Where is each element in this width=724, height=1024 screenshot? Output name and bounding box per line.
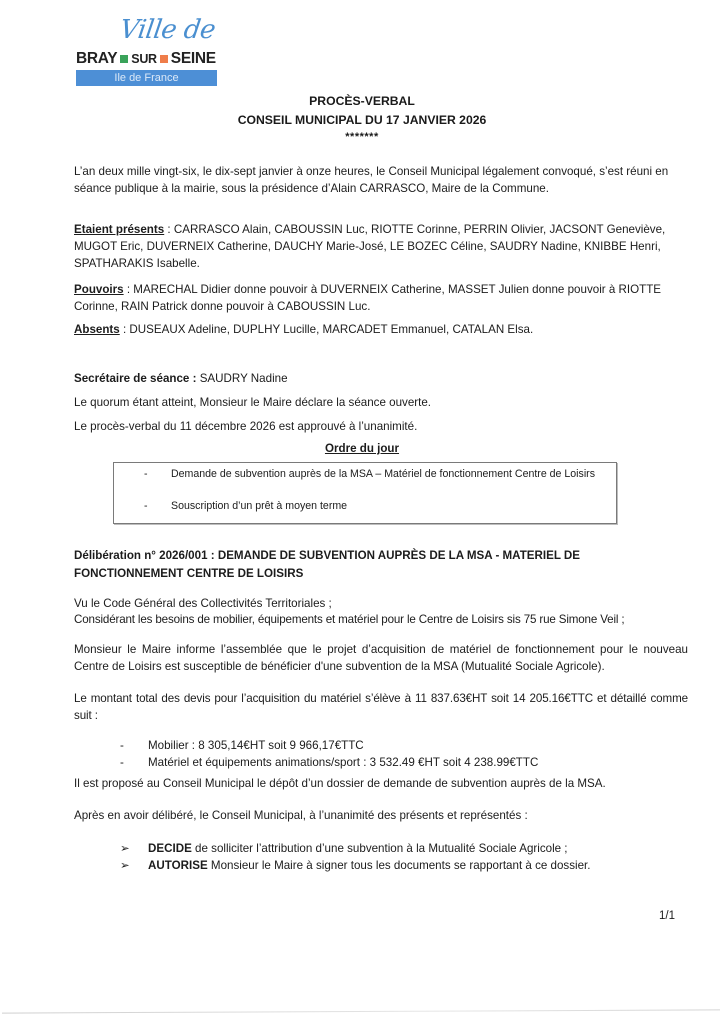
detail-item-text: Matériel et équipements animations/sport : 3 532.49 €HT soit 4 238.99€TTC [148, 756, 539, 769]
detail-item [120, 755, 680, 772]
pouvoirs-paragraph [74, 282, 688, 316]
details-list [120, 738, 680, 772]
approval-line: Le procès-verbal du 11 décembre 2026 est approuvé à l’unanimité. [74, 420, 418, 433]
orange-square-icon [160, 55, 168, 63]
presents-label: Etaient présents [74, 223, 165, 236]
absents-paragraph [74, 322, 688, 339]
info-paragraph: Monsieur le Maire informe l’assemblée que le projet d’acquisition de matériel de fonctionnement pour le nouveau Centre de Loisirs est susceptible de bénéficier d'une subvention de la MSA (Mutualité Sociale Agricole). [74, 643, 688, 673]
decision-item [120, 841, 680, 858]
document-title: PROCÈS-VERBAL [309, 94, 415, 108]
pouvoirs-label: Pouvoirs [74, 283, 124, 296]
logo-script-text: Ville de [118, 15, 218, 45]
presents-paragraph [74, 222, 688, 272]
dash-bullet-icon: - [144, 468, 148, 480]
absents-list: DUSEAUX Adeline, DUPLHY Lucille, MARCADET Emmanuel, CATALAN Elsa. [129, 323, 534, 336]
logo-word-bray: BRAY [76, 50, 118, 67]
decision-item [120, 858, 680, 875]
logo-word-sur: SUR [131, 52, 157, 67]
dash-bullet-icon: - [120, 739, 124, 752]
page-number: 1/1 [659, 910, 675, 922]
agenda-box [113, 462, 617, 524]
decision-text: Monsieur le Maire à signer tous les documents se rapportant à ce dossier. [207, 859, 591, 872]
presents-sep: : [164, 223, 174, 236]
vu-line: Vu le Code Général des Collectivités Territoriales ; [74, 597, 332, 610]
agenda-item-text: Souscription d’un prêt à moyen terme [171, 500, 348, 512]
dash-bullet-icon: - [120, 756, 124, 769]
vote-line: Après en avoir délibéré, le Conseil Municipal, à l’unanimité des présents et représentés : [74, 809, 528, 822]
decisions-list [120, 841, 680, 875]
logo-region-band: Ile de France [76, 70, 217, 86]
document-subtitle: CONSEIL MUNICIPAL DU 17 JANVIER 2026 [237, 113, 487, 127]
presents-list: CARRASCO Alain, CABOUSSIN Luc, RIOTTE Corinne, PERRIN Olivier, JACSONT Geneviève, MUGOT Eric, DUVERNEIX Catherine, DAUCHY Marie-José, LE BOZEC Céline, SAUDRY Nadine, KNIBBE Henri, SPATHARAKIS Isabelle. [74, 223, 666, 270]
absents-sep: : [119, 323, 130, 336]
absents-label: Absents [74, 323, 120, 336]
secretaire-line [74, 371, 688, 388]
town-logo [76, 12, 222, 90]
logo-word-seine: SEINE [170, 50, 216, 67]
detail-item [120, 738, 680, 755]
document-header [0, 92, 724, 144]
decision-text: de solliciter l’attribution d’une subvention à la Mutualité Sociale Agricole ; [191, 842, 568, 855]
arrow-bullet-icon: ➢ [120, 859, 130, 872]
agenda-title: Ordre du jour [324, 442, 400, 455]
title-separator: ******* [345, 131, 379, 143]
pouvoirs-sep: : [123, 283, 134, 296]
scan-edge-divider [2, 1009, 720, 1013]
pouvoirs-list: MARECHAL Didier donne pouvoir à DUVERNEIX Catherine, MASSET Julien donne pouvoir à RIOTTE Corinne, RAIN Patrick donne pouvoir à CABOUSSIN Luc. [74, 283, 662, 313]
decision-keyword: AUTORISE [148, 859, 208, 872]
deliberation-title: Délibération n° 2026/001 : DEMANDE DE SUBVENTION AUPRÈS DE LA MSA - MATERIEL DE FONCTIONNEMENT CENTRE DE LOISIRS [74, 549, 581, 580]
dash-bullet-icon: - [144, 500, 148, 512]
green-square-icon [120, 55, 128, 63]
detail-item-text: Mobilier : 8 305,14€HT soit 9 966,17€TTC [148, 739, 364, 752]
quorum-line: Le quorum étant atteint, Monsieur le Maire déclare la séance ouverte. [74, 396, 432, 409]
decision-keyword: DECIDE [148, 842, 192, 855]
secretaire-label: Secrétaire de séance : [74, 372, 197, 385]
agenda-item-text: Demande de subvention auprès de la MSA – Matériel de fonctionnement Centre de Loisirs [171, 468, 595, 480]
considerant-line: Considérant les besoins de mobilier, équipements et matériel pour le Centre de Loisirs sis 75 rue Simone Veil ; [74, 613, 625, 626]
secretaire-name: SAUDRY Nadine [196, 372, 288, 385]
proposition-line: Il est proposé au Conseil Municipal le dépôt d’un dossier de demande de subvention auprès de la MSA. [74, 777, 606, 790]
arrow-bullet-icon: ➢ [120, 842, 130, 855]
montant-paragraph: Le montant total des devis pour l’acquisition du matériel s’élève à 11 837.63€HT soit 14 205.16€TTC et détaillé comme suit : [74, 692, 688, 722]
logo-wordmark [76, 48, 216, 70]
intro-paragraph: L’an deux mille vingt-six, le dix-sept janvier à onze heures, le Conseil Municipal légalement convoqué, s’est réuni en séance publique à la mairie, sous la présidence d’Alain CARRASCO, Maire de la Commune. [74, 165, 669, 195]
